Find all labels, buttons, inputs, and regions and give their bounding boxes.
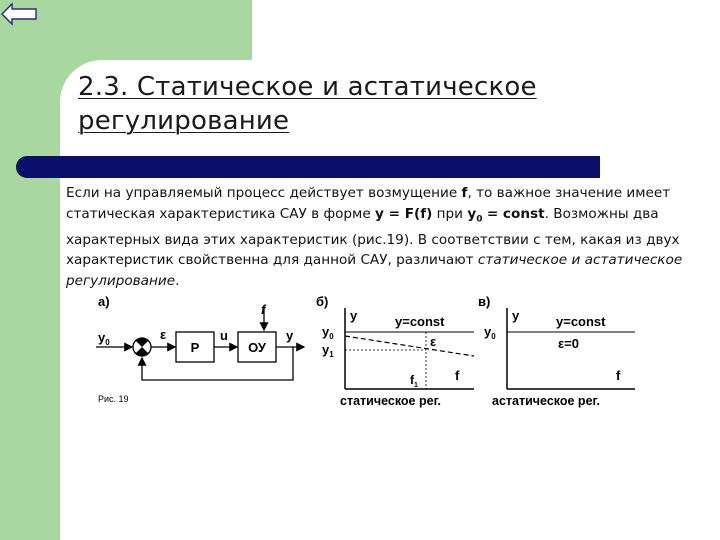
title-line-2: регулирование [78,106,290,136]
equation-const: = const [486,205,545,222]
panel-b-y0-label: $y_0$ [322,324,334,341]
title-line-1: 2.3. Статическое и астатическое [78,72,537,102]
disturbance-label: f [261,302,266,317]
panel-b-static-line [345,336,474,356]
output-y-label: y [286,328,294,343]
text-run: . [175,272,180,289]
plant-label: ОУ [248,340,266,355]
panel-c-label: в) [478,294,491,309]
panel-c-const-label: y=const [556,314,606,329]
panel-b-caption: статическое рег. [340,394,441,408]
panel-c-epsilon-label: ε=0 [558,336,579,351]
page-title [78,70,638,138]
symbol-y0: $y_0$ [467,205,483,225]
panel-c-caption: астатическое рег. [492,394,600,408]
panel-b-epsilon-label: ε [430,334,437,349]
panel-a-label: а) [98,294,110,309]
input-y0-label: $y_0$ [98,330,110,347]
panel-c-f-label: f [616,368,621,383]
panel-c-astatic-characteristic [478,294,635,408]
panel-b-y1-label: $y_1$ [322,342,334,359]
body-paragraph [66,183,706,291]
epsilon-label: ε [160,327,167,342]
italic-term: статическое и астатическое регулирование [66,252,683,289]
control-u-label: u [220,328,228,343]
panel-b-y-axis-label: y [350,308,358,323]
panel-b-f1-label: $f_1$ [410,373,418,389]
panel-b-label: б) [316,294,329,309]
regulator-label: P [190,340,200,355]
panel-c-y0-label: $y_0$ [484,324,496,341]
text-run: Если на управляемый процесс действует возмущение [66,185,462,201]
text-run: , то важное значение имеет статическая характеристика САУ в форме [66,185,671,222]
symbol-f: f [461,185,468,201]
back-arrow-icon[interactable] [0,0,40,30]
panel-b-const-label: y=const [395,314,445,329]
equation-y-f: y = F(f) [375,205,433,222]
panel-a-block-diagram [96,294,304,404]
panel-b-f-label: f [455,368,460,383]
text-run: при [432,205,468,222]
title-divider-bar [16,156,600,178]
panel-b-static-characteristic [316,294,474,408]
panel-c-y-axis-label: y [512,308,520,323]
figure-caption: Рис. 19 [98,394,129,404]
text-run: . Возможны два характерных вида этих характеристик (рис.19). В соответствии с тем, какая из двух характеристик свойственна для данной САУ, различают [66,205,680,269]
figure-19 [90,292,635,412]
